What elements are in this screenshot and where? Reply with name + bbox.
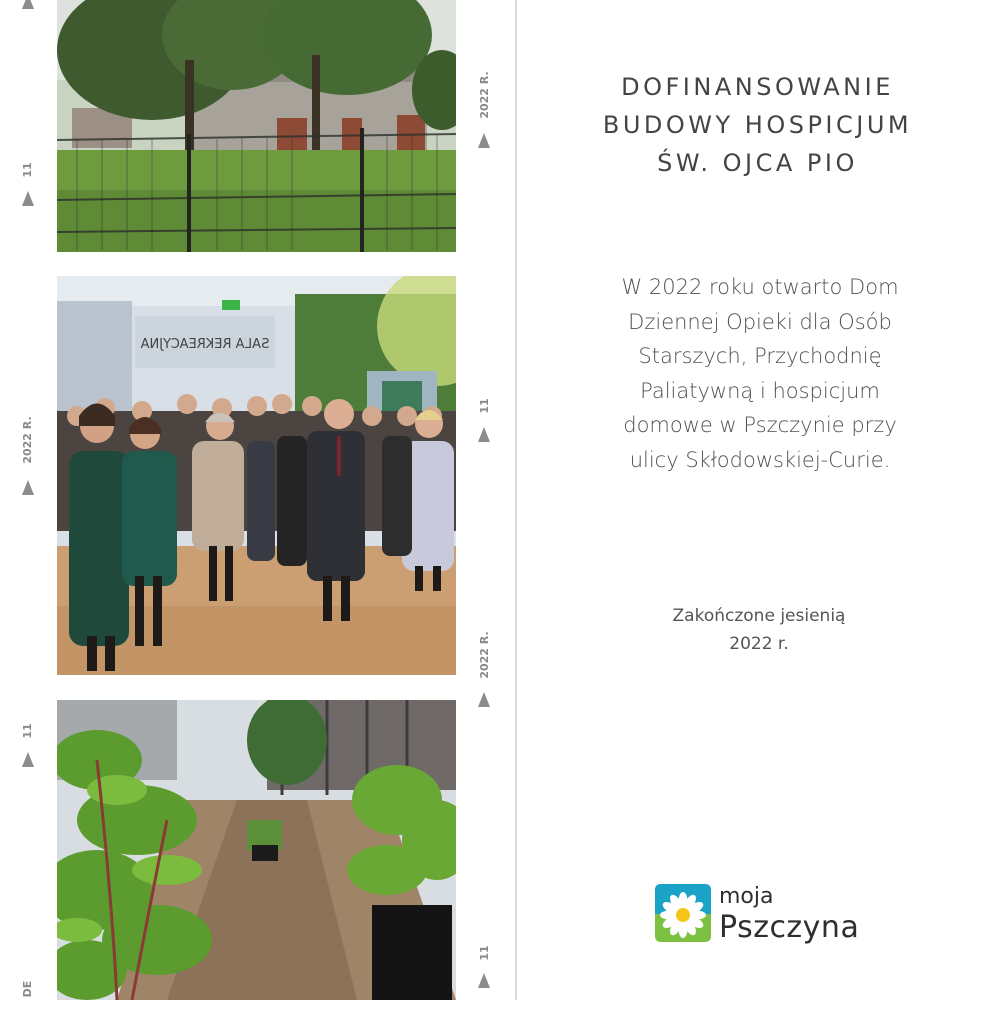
logo-text-pszczyna: Pszczyna [719, 910, 860, 945]
film-label-number: 11 [21, 723, 34, 739]
moja-pszczyna-logo [655, 884, 885, 954]
film-marker-icon [22, 752, 34, 767]
film-marker-icon [478, 692, 490, 707]
description-line: Starszych, Przychodnię [638, 344, 882, 368]
photo-opening-ceremony [57, 276, 456, 675]
title-line: ŚW. OJCA PIO [657, 149, 858, 177]
title-line: DOFINANSOWANIE [621, 73, 894, 101]
photo-hospice-building [57, 0, 456, 252]
completion-note [600, 602, 918, 658]
film-label-cut: DE [21, 980, 34, 998]
film-marker-icon [478, 973, 490, 988]
description-line: Paliatywną i hospicjum [640, 378, 880, 403]
room-sign-text: SALA REKREACYJNA [140, 337, 270, 352]
film-label-number: 11 [478, 945, 491, 961]
photo-planted-shrubs [57, 700, 456, 1000]
description-line: Dziennej Opieki dla Osób [628, 309, 892, 334]
daisy-flower-icon [655, 884, 711, 942]
film-marker-icon [478, 133, 490, 148]
description [560, 270, 960, 477]
film-label-number: 11 [21, 162, 34, 178]
logo-text-moja: moja [719, 884, 774, 909]
film-label-year: 2022 R. [478, 631, 491, 679]
description-line: domowe w Pszczynie przy [623, 413, 897, 437]
film-label-number: 11 [478, 398, 491, 414]
completion-line: 2022 r. [729, 634, 789, 654]
description-line: ulicy Skłodowskiej-Curie. [629, 447, 891, 472]
description-line: W 2022 roku otwarto Dom [621, 275, 899, 299]
film-label-year: 2022 R. [21, 416, 34, 464]
film-label-year: 2022 R. [478, 71, 491, 119]
film-marker-icon [22, 191, 34, 206]
completion-line: Zakończone jesienią [672, 606, 846, 626]
film-marker-icon [22, 480, 34, 495]
title-line: BUDOWY HOSPICJUM [602, 111, 913, 139]
film-marker-icon [478, 427, 490, 442]
page-title [560, 68, 955, 182]
film-marker-icon [22, 0, 34, 9]
